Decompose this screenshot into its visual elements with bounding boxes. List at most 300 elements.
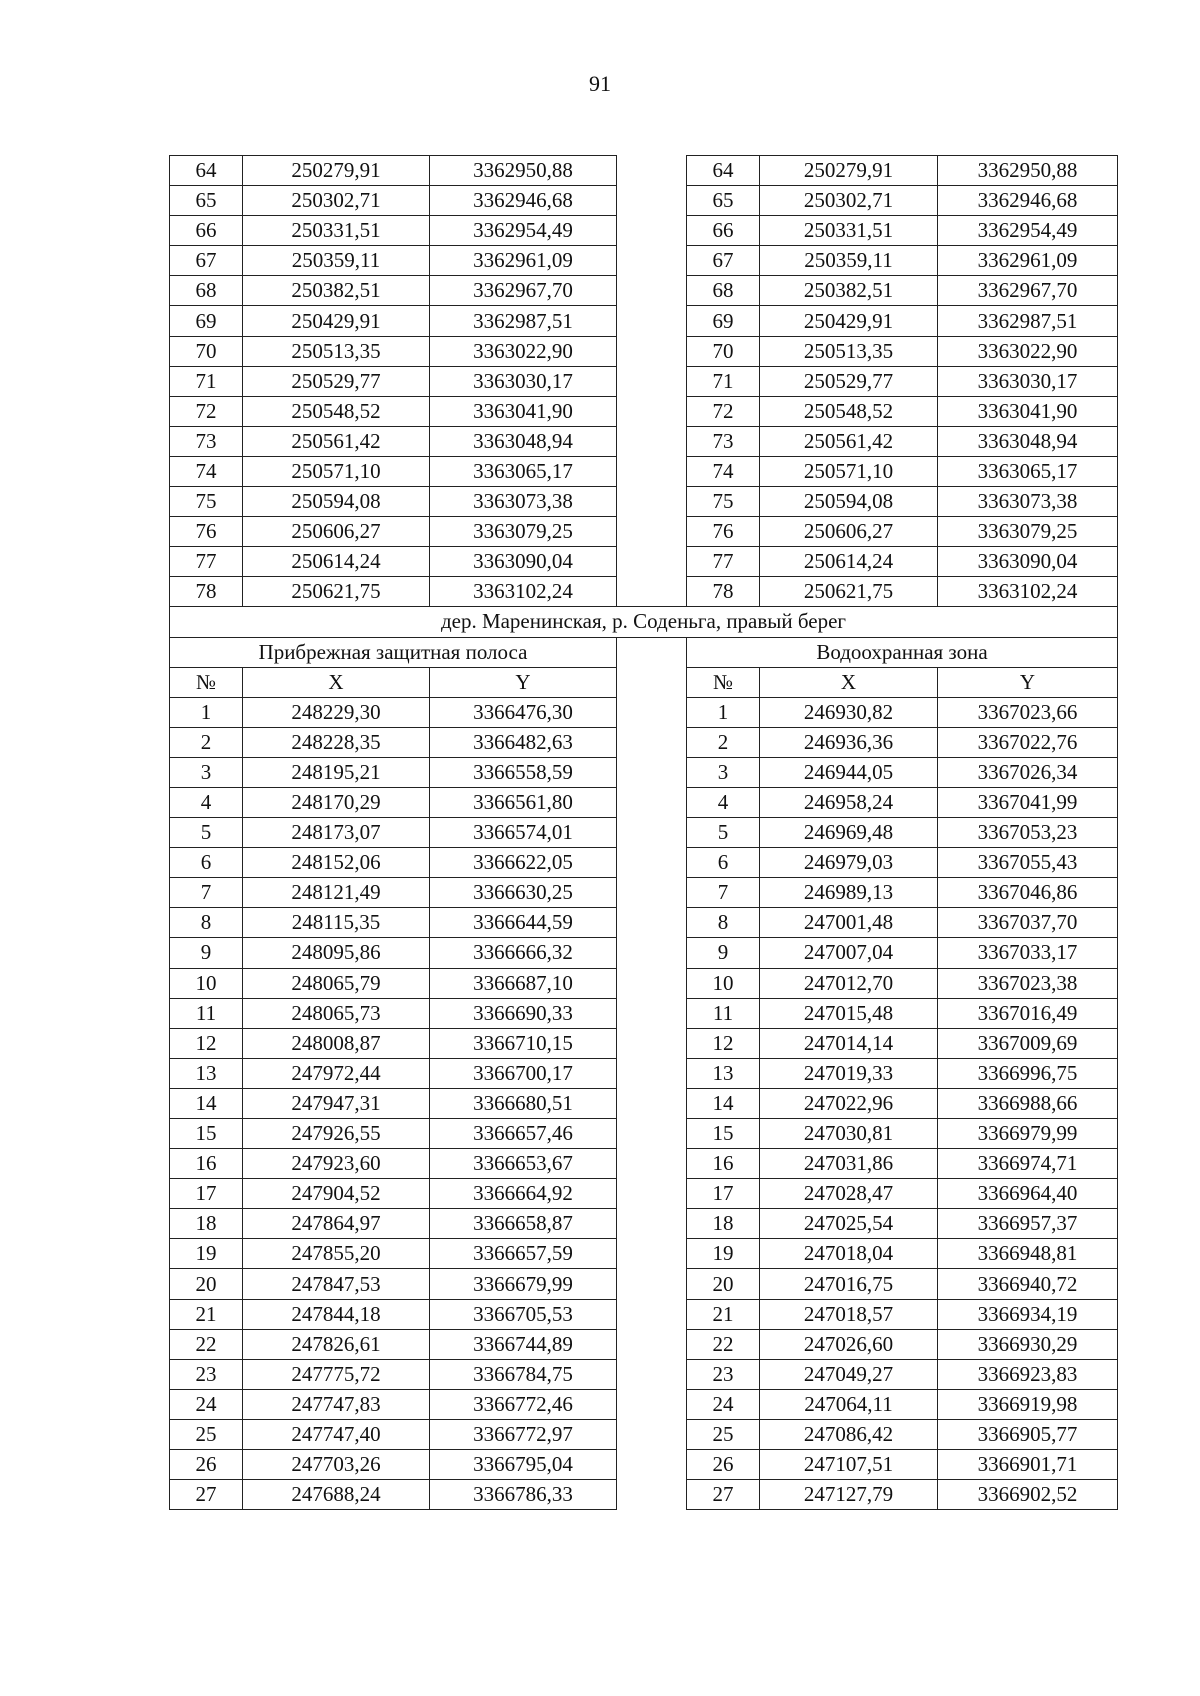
left-point-number: 19 — [170, 1239, 243, 1269]
right-y-coordinate: 3363073,38 — [938, 487, 1118, 517]
right-point-number: 18 — [687, 1209, 760, 1239]
right-y-coordinate: 3366934,19 — [938, 1299, 1118, 1329]
column-gap — [617, 878, 687, 908]
left-y-coordinate: 3366710,15 — [430, 1028, 617, 1058]
right-y-coordinate: 3363030,17 — [938, 366, 1118, 396]
left-x-coordinate: 248065,79 — [243, 968, 430, 998]
left-y-coordinate: 3366772,97 — [430, 1419, 617, 1449]
right-x-coordinate: 250561,42 — [760, 426, 938, 456]
column-gap — [617, 1299, 687, 1329]
right-y-coordinate: 3363048,94 — [938, 426, 1118, 456]
left-y-coordinate: 3366772,46 — [430, 1389, 617, 1419]
left-y-coordinate: 3363022,90 — [430, 336, 617, 366]
right-x-coordinate: 247049,27 — [760, 1359, 938, 1389]
left-point-number: 7 — [170, 878, 243, 908]
left-point-number: 66 — [170, 216, 243, 246]
left-x-coordinate: 247864,97 — [243, 1209, 430, 1239]
right-point-number: 75 — [687, 487, 760, 517]
table-row — [170, 396, 1118, 426]
left-x-coordinate: 247844,18 — [243, 1299, 430, 1329]
table-row — [170, 1419, 1118, 1449]
right-header-y: Y — [938, 667, 1118, 697]
column-gap — [617, 938, 687, 968]
right-y-coordinate: 3367023,66 — [938, 697, 1118, 727]
header-row — [170, 667, 1118, 697]
left-y-coordinate: 3363079,25 — [430, 517, 617, 547]
left-y-coordinate: 3366786,33 — [430, 1480, 617, 1510]
table-row — [170, 727, 1118, 757]
right-y-coordinate: 3366979,99 — [938, 1119, 1118, 1149]
right-x-coordinate: 247025,54 — [760, 1209, 938, 1239]
column-gap — [617, 1088, 687, 1118]
left-point-number: 13 — [170, 1058, 243, 1088]
left-x-coordinate: 248173,07 — [243, 818, 430, 848]
right-point-number: 7 — [687, 878, 760, 908]
left-x-coordinate: 248095,86 — [243, 938, 430, 968]
left-x-coordinate: 247847,53 — [243, 1269, 430, 1299]
table-row — [170, 968, 1118, 998]
left-x-coordinate: 247947,31 — [243, 1088, 430, 1118]
left-x-coordinate: 248008,87 — [243, 1028, 430, 1058]
right-point-number: 1 — [687, 697, 760, 727]
left-point-number: 16 — [170, 1149, 243, 1179]
table-row — [170, 1450, 1118, 1480]
left-y-coordinate: 3366653,67 — [430, 1149, 617, 1179]
right-y-coordinate: 3367023,38 — [938, 968, 1118, 998]
left-header-y: Y — [430, 667, 617, 697]
left-point-number: 70 — [170, 336, 243, 366]
right-point-number: 21 — [687, 1299, 760, 1329]
left-x-coordinate: 247747,83 — [243, 1389, 430, 1419]
right-x-coordinate: 246969,48 — [760, 818, 938, 848]
right-point-number: 23 — [687, 1359, 760, 1389]
column-gap — [617, 336, 687, 366]
table-row — [170, 1239, 1118, 1269]
table-row — [170, 1269, 1118, 1299]
column-gap — [617, 276, 687, 306]
left-x-coordinate: 248229,30 — [243, 697, 430, 727]
left-y-coordinate: 3363041,90 — [430, 396, 617, 426]
table-row — [170, 1119, 1118, 1149]
right-x-coordinate: 247064,11 — [760, 1389, 938, 1419]
column-gap — [617, 787, 687, 817]
left-y-coordinate: 3363048,94 — [430, 426, 617, 456]
left-point-number: 18 — [170, 1209, 243, 1239]
left-y-coordinate: 3363030,17 — [430, 366, 617, 396]
left-x-coordinate: 250279,91 — [243, 156, 430, 186]
right-y-coordinate: 3366948,81 — [938, 1239, 1118, 1269]
right-point-number: 9 — [687, 938, 760, 968]
column-gap — [617, 1419, 687, 1449]
right-y-coordinate: 3366940,72 — [938, 1269, 1118, 1299]
right-y-coordinate: 3366974,71 — [938, 1149, 1118, 1179]
left-x-coordinate: 247855,20 — [243, 1239, 430, 1269]
column-gap — [617, 487, 687, 517]
left-x-coordinate: 248115,35 — [243, 908, 430, 938]
column-gap — [617, 1149, 687, 1179]
right-x-coordinate: 250529,77 — [760, 366, 938, 396]
left-y-coordinate: 3362961,09 — [430, 246, 617, 276]
right-y-coordinate: 3366930,29 — [938, 1329, 1118, 1359]
right-point-number: 70 — [687, 336, 760, 366]
right-x-coordinate: 247001,48 — [760, 908, 938, 938]
left-x-coordinate: 250331,51 — [243, 216, 430, 246]
table-row — [170, 1480, 1118, 1510]
left-x-coordinate: 248121,49 — [243, 878, 430, 908]
right-y-coordinate: 3366988,66 — [938, 1088, 1118, 1118]
right-point-number: 8 — [687, 908, 760, 938]
column-gap — [617, 1329, 687, 1359]
column-gap — [617, 547, 687, 577]
left-point-number: 77 — [170, 547, 243, 577]
right-point-number: 27 — [687, 1480, 760, 1510]
left-point-number: 75 — [170, 487, 243, 517]
column-gap — [617, 727, 687, 757]
right-y-coordinate: 3362987,51 — [938, 306, 1118, 336]
left-point-number: 14 — [170, 1088, 243, 1118]
left-y-coordinate: 3362987,51 — [430, 306, 617, 336]
right-y-coordinate: 3366996,75 — [938, 1058, 1118, 1088]
table-row — [170, 246, 1118, 276]
left-x-coordinate: 250614,24 — [243, 547, 430, 577]
column-gap — [617, 306, 687, 336]
right-point-number: 74 — [687, 456, 760, 486]
column-gap — [617, 366, 687, 396]
right-x-coordinate: 247086,42 — [760, 1419, 938, 1449]
section-title: дер. Маренинская, р. Соденьга, правый берег — [170, 607, 1118, 637]
table-row — [170, 998, 1118, 1028]
left-y-coordinate: 3362954,49 — [430, 216, 617, 246]
left-x-coordinate: 250429,91 — [243, 306, 430, 336]
left-x-coordinate: 250606,27 — [243, 517, 430, 547]
left-y-coordinate: 3363065,17 — [430, 456, 617, 486]
column-gap — [617, 848, 687, 878]
left-point-number: 68 — [170, 276, 243, 306]
right-x-coordinate: 247026,60 — [760, 1329, 938, 1359]
column-gap — [617, 1028, 687, 1058]
right-point-number: 65 — [687, 186, 760, 216]
table-row — [170, 1299, 1118, 1329]
table-row — [170, 938, 1118, 968]
right-x-coordinate: 250621,75 — [760, 577, 938, 607]
right-y-coordinate: 3366923,83 — [938, 1359, 1118, 1389]
left-y-coordinate: 3366644,59 — [430, 908, 617, 938]
column-gap — [617, 1269, 687, 1299]
right-point-number: 11 — [687, 998, 760, 1028]
right-y-coordinate: 3362950,88 — [938, 156, 1118, 186]
right-x-coordinate: 247018,04 — [760, 1239, 938, 1269]
right-y-coordinate: 3363065,17 — [938, 456, 1118, 486]
left-point-number: 76 — [170, 517, 243, 547]
column-gap — [617, 246, 687, 276]
left-header-x: X — [243, 667, 430, 697]
table-row — [170, 908, 1118, 938]
right-point-number: 73 — [687, 426, 760, 456]
right-point-number: 16 — [687, 1149, 760, 1179]
left-x-coordinate: 247747,40 — [243, 1419, 430, 1449]
left-x-coordinate: 250302,71 — [243, 186, 430, 216]
right-y-coordinate: 3366964,40 — [938, 1179, 1118, 1209]
column-gap — [617, 1179, 687, 1209]
table-row — [170, 1149, 1118, 1179]
right-y-coordinate: 3367026,34 — [938, 757, 1118, 787]
left-y-coordinate: 3363090,04 — [430, 547, 617, 577]
right-x-coordinate: 250513,35 — [760, 336, 938, 366]
left-x-coordinate: 247972,44 — [243, 1058, 430, 1088]
coordinates-table — [169, 155, 1118, 1510]
right-point-number: 19 — [687, 1239, 760, 1269]
column-gap — [617, 426, 687, 456]
left-y-coordinate: 3366795,04 — [430, 1450, 617, 1480]
right-point-number: 14 — [687, 1088, 760, 1118]
section-title-row — [170, 607, 1118, 637]
table-row — [170, 1028, 1118, 1058]
left-subtitle: Прибрежная защитная полоса — [170, 637, 617, 667]
right-y-coordinate: 3363090,04 — [938, 547, 1118, 577]
left-y-coordinate: 3366658,87 — [430, 1209, 617, 1239]
right-x-coordinate: 247107,51 — [760, 1450, 938, 1480]
right-x-coordinate: 250614,24 — [760, 547, 938, 577]
left-x-coordinate: 250513,35 — [243, 336, 430, 366]
left-point-number: 17 — [170, 1179, 243, 1209]
column-gap — [617, 697, 687, 727]
column-gap — [617, 757, 687, 787]
table-row — [170, 1088, 1118, 1118]
column-gap — [617, 968, 687, 998]
page-number: 91 — [589, 71, 611, 96]
right-point-number: 6 — [687, 848, 760, 878]
right-x-coordinate: 247022,96 — [760, 1088, 938, 1118]
right-point-number: 3 — [687, 757, 760, 787]
right-x-coordinate: 247030,81 — [760, 1119, 938, 1149]
left-y-coordinate: 3366679,99 — [430, 1269, 617, 1299]
left-point-number: 74 — [170, 456, 243, 486]
left-point-number: 10 — [170, 968, 243, 998]
left-point-number: 12 — [170, 1028, 243, 1058]
left-y-coordinate: 3362946,68 — [430, 186, 617, 216]
column-gap — [617, 1058, 687, 1088]
right-y-coordinate: 3367033,17 — [938, 938, 1118, 968]
left-x-coordinate: 248170,29 — [243, 787, 430, 817]
left-y-coordinate: 3362950,88 — [430, 156, 617, 186]
left-point-number: 72 — [170, 396, 243, 426]
right-y-coordinate: 3366905,77 — [938, 1419, 1118, 1449]
column-gap — [617, 1119, 687, 1149]
column-gap — [617, 396, 687, 426]
column-gap — [617, 637, 687, 667]
right-point-number: 4 — [687, 787, 760, 817]
right-y-coordinate: 3367046,86 — [938, 878, 1118, 908]
right-y-coordinate: 3367037,70 — [938, 908, 1118, 938]
left-x-coordinate: 247826,61 — [243, 1329, 430, 1359]
right-point-number: 78 — [687, 577, 760, 607]
left-point-number: 6 — [170, 848, 243, 878]
right-y-coordinate: 3363041,90 — [938, 396, 1118, 426]
left-point-number: 23 — [170, 1359, 243, 1389]
left-y-coordinate: 3366476,30 — [430, 697, 617, 727]
right-y-coordinate: 3367055,43 — [938, 848, 1118, 878]
table-row — [170, 186, 1118, 216]
right-point-number: 72 — [687, 396, 760, 426]
right-point-number: 22 — [687, 1329, 760, 1359]
left-x-coordinate: 247926,55 — [243, 1119, 430, 1149]
left-y-coordinate: 3366700,17 — [430, 1058, 617, 1088]
right-x-coordinate: 247127,79 — [760, 1480, 938, 1510]
right-x-coordinate: 250594,08 — [760, 487, 938, 517]
right-y-coordinate: 3367053,23 — [938, 818, 1118, 848]
right-y-coordinate: 3363022,90 — [938, 336, 1118, 366]
right-x-coordinate: 247015,48 — [760, 998, 938, 1028]
left-x-coordinate: 250529,77 — [243, 366, 430, 396]
left-y-coordinate: 3366558,59 — [430, 757, 617, 787]
left-x-coordinate: 247688,24 — [243, 1480, 430, 1510]
column-gap — [617, 908, 687, 938]
table-row — [170, 547, 1118, 577]
column-gap — [617, 517, 687, 547]
column-gap — [617, 1209, 687, 1239]
table-row — [170, 757, 1118, 787]
column-gap — [617, 667, 687, 697]
left-x-coordinate: 247703,26 — [243, 1450, 430, 1480]
table-row — [170, 276, 1118, 306]
left-y-coordinate: 3366744,89 — [430, 1329, 617, 1359]
right-x-coordinate: 246944,05 — [760, 757, 938, 787]
left-point-number: 21 — [170, 1299, 243, 1329]
right-x-coordinate: 250382,51 — [760, 276, 938, 306]
left-point-number: 4 — [170, 787, 243, 817]
left-x-coordinate: 250548,52 — [243, 396, 430, 426]
subtitle-row — [170, 637, 1118, 667]
right-x-coordinate: 247014,14 — [760, 1028, 938, 1058]
left-point-number: 27 — [170, 1480, 243, 1510]
left-y-coordinate: 3366482,63 — [430, 727, 617, 757]
right-point-number: 17 — [687, 1179, 760, 1209]
right-x-coordinate: 247007,04 — [760, 938, 938, 968]
left-y-coordinate: 3366561,80 — [430, 787, 617, 817]
left-point-number: 71 — [170, 366, 243, 396]
table-body — [170, 156, 1118, 1510]
right-x-coordinate: 246930,82 — [760, 697, 938, 727]
right-point-number: 10 — [687, 968, 760, 998]
right-x-coordinate: 250548,52 — [760, 396, 938, 426]
right-y-coordinate: 3367022,76 — [938, 727, 1118, 757]
table-row — [170, 1329, 1118, 1359]
right-x-coordinate: 250279,91 — [760, 156, 938, 186]
table-row — [170, 878, 1118, 908]
left-x-coordinate: 250571,10 — [243, 456, 430, 486]
left-point-number: 20 — [170, 1269, 243, 1299]
left-point-number: 1 — [170, 697, 243, 727]
right-y-coordinate: 3367016,49 — [938, 998, 1118, 1028]
left-point-number: 5 — [170, 818, 243, 848]
right-x-coordinate: 247012,70 — [760, 968, 938, 998]
right-subtitle: Водоохранная зона — [687, 637, 1118, 667]
column-gap — [617, 818, 687, 848]
right-y-coordinate: 3362961,09 — [938, 246, 1118, 276]
left-header-num: № — [170, 667, 243, 697]
column-gap — [617, 1239, 687, 1269]
table-row — [170, 517, 1118, 547]
left-y-coordinate: 3363102,24 — [430, 577, 617, 607]
left-y-coordinate: 3366657,59 — [430, 1239, 617, 1269]
left-y-coordinate: 3366687,10 — [430, 968, 617, 998]
right-x-coordinate: 250359,11 — [760, 246, 938, 276]
left-point-number: 67 — [170, 246, 243, 276]
right-point-number: 76 — [687, 517, 760, 547]
column-gap — [617, 998, 687, 1028]
left-y-coordinate: 3362967,70 — [430, 276, 617, 306]
left-y-coordinate: 3366690,33 — [430, 998, 617, 1028]
table-row — [170, 577, 1118, 607]
right-point-number: 64 — [687, 156, 760, 186]
table-row — [170, 156, 1118, 186]
left-y-coordinate: 3366784,75 — [430, 1359, 617, 1389]
left-point-number: 2 — [170, 727, 243, 757]
left-y-coordinate: 3366666,32 — [430, 938, 617, 968]
right-y-coordinate: 3363102,24 — [938, 577, 1118, 607]
table-row — [170, 818, 1118, 848]
right-point-number: 66 — [687, 216, 760, 246]
left-point-number: 24 — [170, 1389, 243, 1419]
left-x-coordinate: 250382,51 — [243, 276, 430, 306]
right-point-number: 77 — [687, 547, 760, 577]
left-x-coordinate: 247904,52 — [243, 1179, 430, 1209]
right-x-coordinate: 247031,86 — [760, 1149, 938, 1179]
left-point-number: 8 — [170, 908, 243, 938]
right-x-coordinate: 247018,57 — [760, 1299, 938, 1329]
right-y-coordinate: 3362967,70 — [938, 276, 1118, 306]
left-point-number: 65 — [170, 186, 243, 216]
right-point-number: 71 — [687, 366, 760, 396]
left-x-coordinate: 248065,73 — [243, 998, 430, 1028]
right-x-coordinate: 250571,10 — [760, 456, 938, 486]
column-gap — [617, 1359, 687, 1389]
right-point-number: 15 — [687, 1119, 760, 1149]
table-row — [170, 697, 1118, 727]
table-row — [170, 787, 1118, 817]
left-point-number: 15 — [170, 1119, 243, 1149]
right-x-coordinate: 246958,24 — [760, 787, 938, 817]
right-point-number: 2 — [687, 727, 760, 757]
left-y-coordinate: 3366657,46 — [430, 1119, 617, 1149]
column-gap — [617, 1450, 687, 1480]
left-x-coordinate: 250621,75 — [243, 577, 430, 607]
right-x-coordinate: 246979,03 — [760, 848, 938, 878]
left-x-coordinate: 247775,72 — [243, 1359, 430, 1389]
right-y-coordinate: 3367009,69 — [938, 1028, 1118, 1058]
left-point-number: 11 — [170, 998, 243, 1028]
table-row — [170, 1389, 1118, 1419]
left-point-number: 73 — [170, 426, 243, 456]
table-row — [170, 426, 1118, 456]
table-row — [170, 216, 1118, 246]
right-x-coordinate: 250302,71 — [760, 186, 938, 216]
right-x-coordinate: 250331,51 — [760, 216, 938, 246]
right-header-num: № — [687, 667, 760, 697]
left-y-coordinate: 3363073,38 — [430, 487, 617, 517]
right-x-coordinate: 246989,13 — [760, 878, 938, 908]
table-row — [170, 1179, 1118, 1209]
right-point-number: 68 — [687, 276, 760, 306]
left-point-number: 25 — [170, 1419, 243, 1449]
left-y-coordinate: 3366664,92 — [430, 1179, 617, 1209]
right-x-coordinate: 250429,91 — [760, 306, 938, 336]
left-y-coordinate: 3366630,25 — [430, 878, 617, 908]
left-point-number: 78 — [170, 577, 243, 607]
right-y-coordinate: 3362946,68 — [938, 186, 1118, 216]
left-x-coordinate: 250594,08 — [243, 487, 430, 517]
right-point-number: 5 — [687, 818, 760, 848]
